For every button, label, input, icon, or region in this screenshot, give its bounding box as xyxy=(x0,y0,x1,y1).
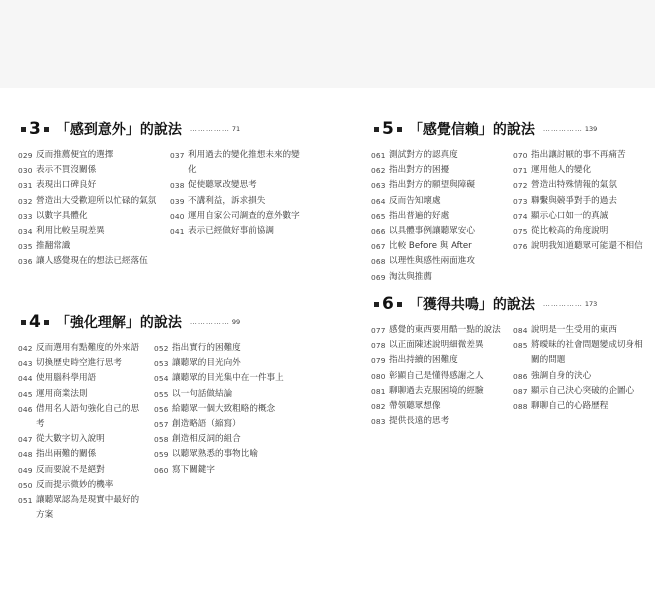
chapter-page: 139 xyxy=(584,125,598,133)
item-number: 041 xyxy=(170,227,185,237)
toc-item xyxy=(371,399,507,414)
item-number: 082 xyxy=(371,402,386,412)
toc-item xyxy=(513,384,648,399)
item-number: 032 xyxy=(18,196,33,206)
item-text: 指出持續的困難度 xyxy=(389,355,458,366)
item-number: 033 xyxy=(18,211,33,221)
item-text: 反而推薦便宜的選擇 xyxy=(36,150,114,160)
item-text: 讓聽眾的目光向外 xyxy=(172,358,241,369)
item-text: 聊聊過去克服困境的經驗 xyxy=(389,385,484,396)
section-heading xyxy=(18,311,318,333)
item-text: 指出實行的困難度 xyxy=(172,343,241,353)
toc-item xyxy=(18,148,159,163)
toc-item xyxy=(371,384,507,399)
toc-item xyxy=(18,432,146,447)
item-text: 使用腦科學用語 xyxy=(36,373,97,384)
item-text: 反而選用有點難度的外來語 xyxy=(36,343,140,353)
chapter-title: 「感覺信賴」的說法 xyxy=(408,122,535,138)
toc-item xyxy=(18,463,146,478)
section-3 xyxy=(18,118,318,267)
item-number: 080 xyxy=(371,371,386,381)
square-bullet-icon xyxy=(374,127,379,132)
item-number: 044 xyxy=(18,374,33,384)
item-text: 以一句話做結論 xyxy=(172,388,233,399)
item-number: 076 xyxy=(513,242,528,252)
item-number: 086 xyxy=(513,371,528,381)
toc-item xyxy=(513,209,648,224)
item-text: 以聽眾熟悉的事物比喻 xyxy=(172,449,258,460)
square-bullet-icon xyxy=(21,320,26,325)
item-number: 065 xyxy=(371,211,386,221)
item-number: 079 xyxy=(371,356,386,366)
toc-item xyxy=(154,417,287,432)
toc-item xyxy=(18,239,159,254)
item-number: 085 xyxy=(513,341,528,351)
item-number: 043 xyxy=(18,359,33,369)
section-6 xyxy=(371,293,651,427)
item-number: 052 xyxy=(154,344,169,353)
item-number: 035 xyxy=(18,242,33,252)
item-text: 指出對方的願望與障礙 xyxy=(389,180,475,191)
item-column-left xyxy=(371,148,507,285)
square-bullet-icon xyxy=(44,320,49,325)
item-text: 指出普遍的好處 xyxy=(389,210,450,221)
item-number: 074 xyxy=(513,211,528,221)
toc-item xyxy=(154,447,287,462)
item-text: 促使聽眾改變思考 xyxy=(188,180,257,191)
item-number: 066 xyxy=(371,227,386,237)
item-column-left xyxy=(18,148,159,270)
item-number: 051 xyxy=(18,496,33,506)
item-text: 表示已經做好事前協調 xyxy=(188,226,274,237)
item-number: 073 xyxy=(513,196,528,206)
item-number: 048 xyxy=(18,450,33,460)
item-number: 071 xyxy=(513,166,528,176)
section-heading xyxy=(18,118,318,140)
item-number: 078 xyxy=(371,341,386,351)
chapter-page: 173 xyxy=(584,300,598,308)
toc-item xyxy=(513,323,648,338)
section-4 xyxy=(18,311,318,521)
item-text: 反而要說不是絕對 xyxy=(36,464,105,475)
item-number: 059 xyxy=(154,450,169,460)
item-text: 以正面陳述說明細微差異 xyxy=(389,340,484,351)
item-text: 指出兩難的關係 xyxy=(36,449,97,460)
toc-item xyxy=(513,224,648,239)
toc-item xyxy=(513,369,648,384)
item-number: 040 xyxy=(170,211,185,221)
toc-item xyxy=(371,194,507,209)
chapter-number: 3 xyxy=(29,119,41,139)
square-bullet-icon xyxy=(44,127,49,132)
toc-item xyxy=(18,493,146,523)
toc-item xyxy=(18,178,159,193)
item-text: 測試對方的認真度 xyxy=(389,150,458,160)
item-number: 068 xyxy=(371,257,386,267)
toc-item xyxy=(18,224,159,239)
item-text: 以具體事例讓聽眾安心 xyxy=(389,226,475,237)
toc-item xyxy=(154,371,287,386)
item-text: 反而告知壞處 xyxy=(389,195,441,206)
toc-item xyxy=(18,341,146,356)
item-text: 帶領聽眾想像 xyxy=(389,401,441,412)
toc-item xyxy=(513,399,648,414)
toc-item xyxy=(18,209,159,224)
toc-item xyxy=(513,148,648,163)
item-text: 比較 Before 與 After xyxy=(389,241,472,252)
toc-item xyxy=(18,163,159,178)
toc-item xyxy=(513,163,648,178)
toc-item xyxy=(371,353,507,368)
item-column-right xyxy=(513,148,648,254)
item-text: 強調自身的決心 xyxy=(531,370,592,381)
item-number: 070 xyxy=(513,151,528,160)
item-text: 反而提示微妙的機率 xyxy=(36,479,114,490)
item-number: 056 xyxy=(154,404,169,414)
header-band xyxy=(0,0,655,88)
item-text: 運用自家公司調查的意外數字 xyxy=(188,210,300,221)
item-text: 指出讓討厭的事不再痛苦 xyxy=(531,150,626,160)
item-text: 說明是一生受用的東西 xyxy=(531,325,617,335)
item-number: 055 xyxy=(154,389,169,399)
toc-item xyxy=(513,194,648,209)
chapter-title: 「強化理解」的說法 xyxy=(55,315,182,331)
section-heading xyxy=(371,293,651,315)
item-text: 創造相反詞的組合 xyxy=(172,434,241,445)
toc-item xyxy=(371,414,507,429)
item-number: 038 xyxy=(170,181,185,191)
item-text: 表現出口碑良好 xyxy=(36,180,97,191)
item-text: 彰顯自己是懂得感謝之人 xyxy=(389,370,484,381)
chapter-title: 「獲得共鳴」的說法 xyxy=(408,297,535,313)
toc-item xyxy=(371,148,507,163)
item-text: 聯繫與競爭對手的過去 xyxy=(531,195,617,206)
toc-item xyxy=(371,224,507,239)
item-text: 提供長遠的思考 xyxy=(389,416,450,427)
item-number: 067 xyxy=(371,242,386,252)
item-text: 顯示自己決心突破的企圖心 xyxy=(531,385,635,396)
item-number: 075 xyxy=(513,227,528,237)
item-number: 087 xyxy=(513,386,528,396)
item-column-right xyxy=(154,341,287,478)
item-text: 運用商業法則 xyxy=(36,388,88,399)
item-number: 077 xyxy=(371,326,386,335)
item-number: 030 xyxy=(18,166,33,176)
item-number: 037 xyxy=(170,151,185,160)
toc-item xyxy=(170,224,300,239)
item-text: 表示不買沒關係 xyxy=(36,165,97,176)
toc-item xyxy=(154,402,287,417)
toc-item xyxy=(371,163,507,178)
toc-item xyxy=(154,432,287,447)
item-text: 利用比較呈現差異 xyxy=(36,226,105,237)
item-text: 推翻常識 xyxy=(36,241,71,252)
item-number: 045 xyxy=(18,389,33,399)
toc-item xyxy=(170,178,300,193)
toc-item xyxy=(170,194,300,209)
toc-item xyxy=(371,254,507,269)
toc-item xyxy=(18,402,146,432)
item-number: 069 xyxy=(371,272,386,282)
item-number: 036 xyxy=(18,257,33,267)
item-number: 060 xyxy=(154,465,169,475)
item-text: 讓人感覺現在的想法已經落伍 xyxy=(36,256,148,267)
item-number: 039 xyxy=(170,196,185,206)
toc-item xyxy=(513,338,648,368)
chapter-number: 4 xyxy=(29,312,41,332)
item-number: 049 xyxy=(18,465,33,475)
section-heading xyxy=(371,118,651,140)
toc-item xyxy=(18,356,146,371)
item-text: 淘汰與推薦 xyxy=(389,271,432,282)
item-column-left xyxy=(18,341,146,523)
item-text: 說明我知道聽眾可能還不相信 xyxy=(531,241,643,252)
item-number: 054 xyxy=(154,374,169,384)
item-number: 088 xyxy=(513,402,528,412)
item-number: 046 xyxy=(18,404,33,414)
item-number: 062 xyxy=(371,166,386,176)
toc-item xyxy=(371,239,507,254)
section-5 xyxy=(371,118,651,282)
toc-item xyxy=(18,478,146,493)
square-bullet-icon xyxy=(374,302,379,307)
square-bullet-icon xyxy=(397,302,402,307)
toc-item xyxy=(513,239,648,254)
item-number: 031 xyxy=(18,181,33,191)
toc-item xyxy=(18,447,146,462)
item-text: 營造出特殊情報的氣氛 xyxy=(531,180,617,191)
item-text: 以理性與感性兩面進攻 xyxy=(389,256,475,267)
item-text: 切換歷史時空進行思考 xyxy=(36,358,122,369)
item-text: 聊聊自己的心路歷程 xyxy=(531,401,609,412)
item-number: 081 xyxy=(371,386,386,396)
item-number: 050 xyxy=(18,480,33,490)
chapter-page: 99 xyxy=(231,318,241,326)
item-number: 061 xyxy=(371,151,386,160)
item-number: 053 xyxy=(154,359,169,369)
dot-leader: …………… xyxy=(189,125,230,133)
item-number: 034 xyxy=(18,227,33,237)
item-number: 064 xyxy=(371,196,386,206)
item-number: 058 xyxy=(154,435,169,445)
toc-item xyxy=(371,369,507,384)
toc-item xyxy=(170,148,300,178)
toc-item xyxy=(170,209,300,224)
item-number: 084 xyxy=(513,326,528,335)
toc-item xyxy=(371,209,507,224)
item-column-right xyxy=(170,148,300,239)
item-number: 057 xyxy=(154,420,169,430)
toc-item xyxy=(154,341,287,356)
item-text: 給聽眾一個大致粗略的概念 xyxy=(172,403,276,414)
item-text: 從比較高的角度說明 xyxy=(531,226,609,237)
item-text: 顯示心口如一的真誠 xyxy=(531,210,609,221)
square-bullet-icon xyxy=(21,127,26,132)
chapter-page: 71 xyxy=(231,125,241,133)
square-bullet-icon xyxy=(397,127,402,132)
toc-item xyxy=(371,323,507,338)
item-text: 寫下關鍵字 xyxy=(172,464,215,475)
toc-item xyxy=(154,387,287,402)
dot-leader: …………… xyxy=(189,318,230,326)
chapter-number: 6 xyxy=(382,294,394,314)
chapter-number: 5 xyxy=(382,119,394,139)
item-number: 072 xyxy=(513,181,528,191)
item-text: 從大數字切入說明 xyxy=(36,434,105,445)
item-text: 讓聽眾的目光集中在一件事上 xyxy=(172,373,284,384)
item-text: 將曖昧的社會問題變成切身相關的問題 xyxy=(531,340,643,366)
item-text: 感覺的東西要用酷一點的說法 xyxy=(389,325,501,335)
item-number: 042 xyxy=(18,344,33,353)
item-text: 運用他人的變化 xyxy=(531,165,592,176)
toc-item xyxy=(371,338,507,353)
dot-leader: …………… xyxy=(542,125,583,133)
toc-item xyxy=(154,463,287,478)
toc-item xyxy=(371,178,507,193)
item-text: 借用名人語句強化自己的思考 xyxy=(36,403,140,430)
toc-item xyxy=(18,194,159,209)
dot-leader: …………… xyxy=(542,300,583,308)
toc-item xyxy=(18,387,146,402)
toc-item xyxy=(18,254,159,269)
toc-item xyxy=(371,270,507,285)
item-text: 營造出大受歡迎所以忙碌的氣氛 xyxy=(36,195,157,206)
item-text: 利用過去的變化推想未來的變化 xyxy=(188,150,300,176)
toc-item xyxy=(154,356,287,371)
item-text: 以數字具體化 xyxy=(36,210,88,221)
item-text: 指出對方的困擾 xyxy=(389,165,450,176)
item-number: 083 xyxy=(371,417,386,427)
item-text: 不講利益，訴求損失 xyxy=(188,195,266,206)
toc-item xyxy=(18,371,146,386)
item-number: 047 xyxy=(18,435,33,445)
item-number: 063 xyxy=(371,181,386,191)
item-column-left xyxy=(371,323,507,429)
toc-item xyxy=(513,178,648,193)
item-text: 創造略語（縮寫） xyxy=(172,419,241,430)
chapter-title: 「感到意外」的說法 xyxy=(55,122,182,138)
item-column-right xyxy=(513,323,648,414)
item-text: 讓聽眾認為是現實中最好的方案 xyxy=(36,495,140,521)
item-number: 029 xyxy=(18,151,33,160)
